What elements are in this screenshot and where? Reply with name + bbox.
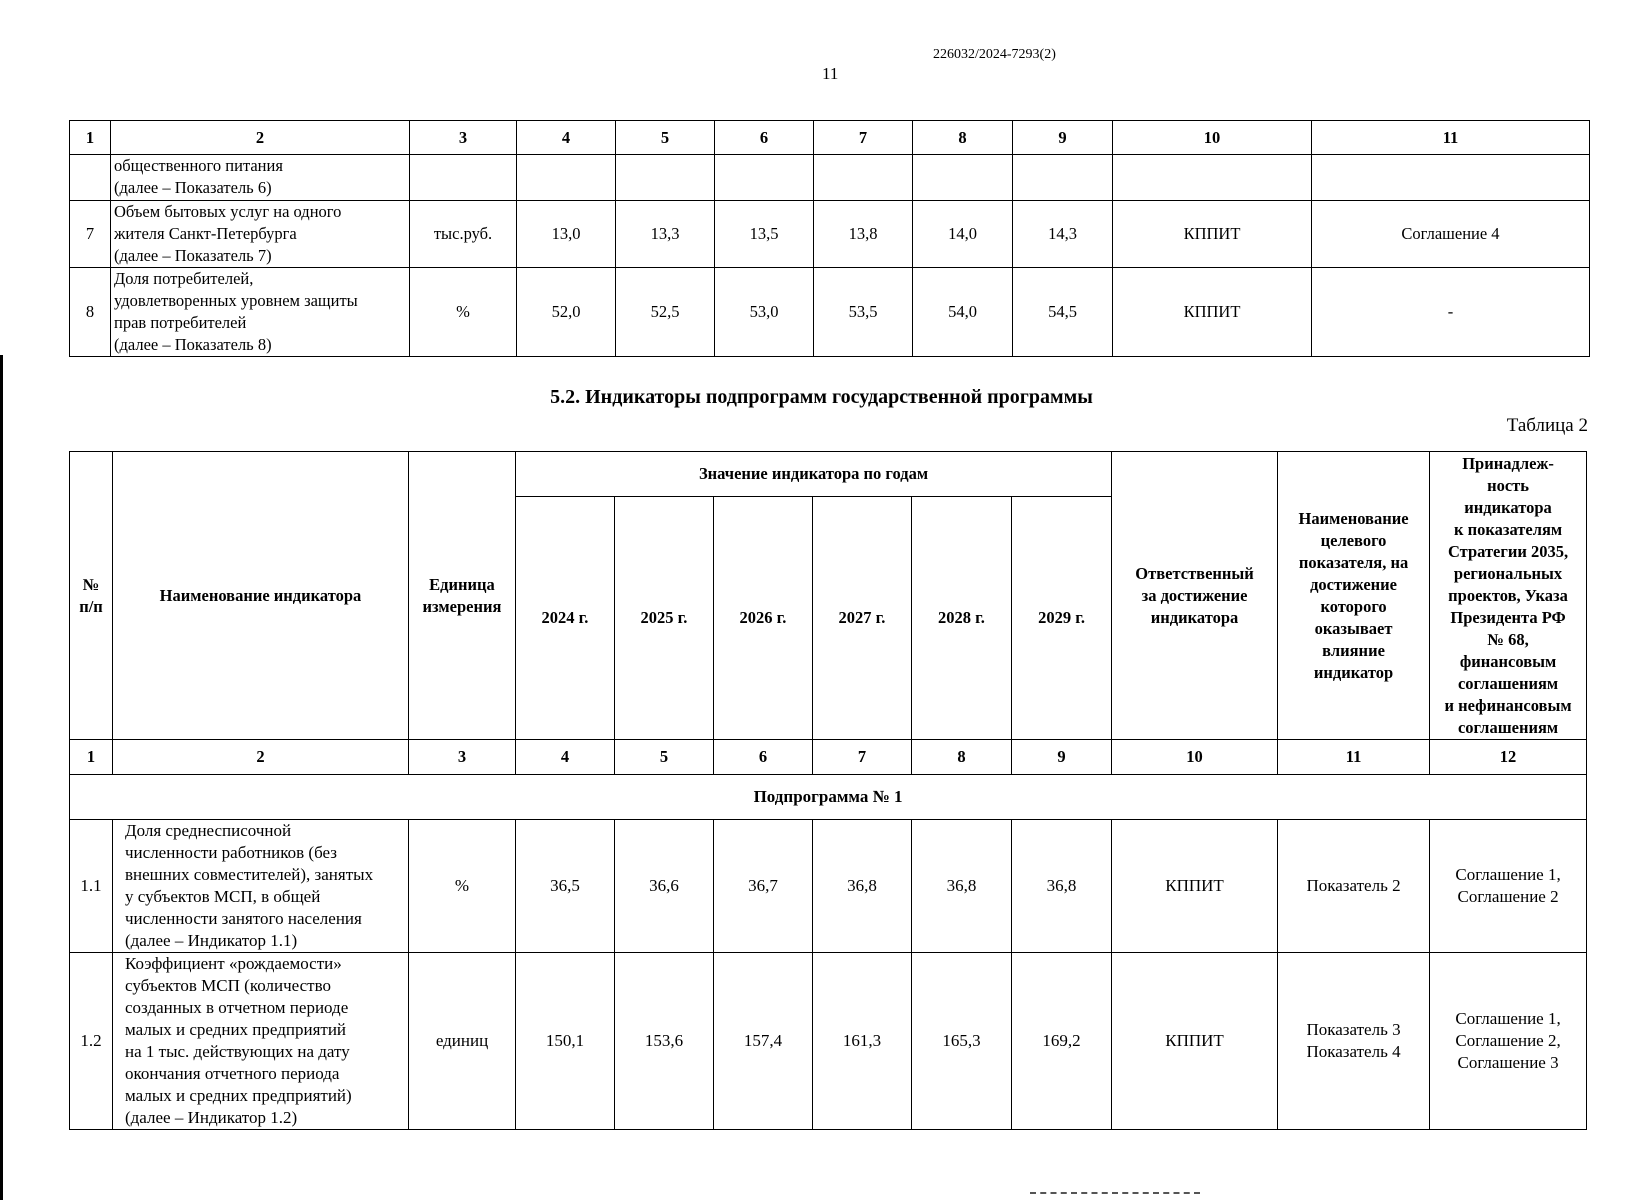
header-line: и нефинансовым [1444, 695, 1572, 715]
column-number: 5 [615, 740, 714, 775]
subprogram-row [70, 775, 1587, 820]
unit-cell: % [409, 820, 516, 953]
column-number: 8 [912, 740, 1012, 775]
header-line: Стратегии 2035, [1447, 541, 1569, 561]
column-number: 12 [1430, 740, 1587, 775]
value-cell [715, 155, 814, 201]
section-heading: 5.2. Индикаторы подпрограмм государственной программы [550, 386, 1093, 408]
column-number: 9 [1013, 121, 1113, 155]
name-line: субъектов МСП (количество [125, 976, 331, 995]
column-number: 11 [1312, 121, 1590, 155]
value-cell: 54,5 [1013, 268, 1113, 357]
belonging-line: Соглашение 1, [1455, 865, 1561, 884]
subprogram-title: Подпрограмма № 1 [70, 775, 1587, 820]
value-cell: 13,0 [517, 201, 616, 268]
name-line: (далее – Показатель 8) [114, 335, 272, 354]
value-cell: 153,6 [615, 953, 714, 1130]
value-cell: 36,7 [714, 820, 813, 953]
responsible-cell: КППИТ [1112, 820, 1278, 953]
indicator-name [113, 953, 409, 1130]
header-line: Ответственный [1135, 563, 1254, 583]
row-number: 1.2 [70, 953, 113, 1130]
header-line: п/п [79, 596, 103, 616]
column-number: 5 [616, 121, 715, 155]
header-line: Единица [429, 574, 495, 594]
header-year: 2026 г. [714, 497, 813, 740]
header-line: № [82, 574, 100, 594]
column-number: 2 [111, 121, 410, 155]
column-number: 9 [1012, 740, 1112, 775]
header-line: показателя, на [1298, 552, 1409, 572]
indicator-name [111, 268, 410, 357]
header-line: финансовым [1459, 651, 1557, 671]
target-cell [1278, 953, 1430, 1130]
value-cell: 14,3 [1013, 201, 1113, 268]
header-line: региональных [1453, 563, 1563, 583]
column-number: 4 [516, 740, 615, 775]
unit-cell [410, 155, 517, 201]
name-line: внешних совместителей), занятых [125, 865, 374, 884]
value-cell: 54,0 [913, 268, 1013, 357]
column-number: 4 [517, 121, 616, 155]
value-cell: 14,0 [913, 201, 1013, 268]
column-number: 1 [70, 740, 113, 775]
name-line: численности занятого населения [125, 909, 362, 928]
column-number: 7 [814, 121, 913, 155]
name-line: жителя Санкт-Петербурга [114, 224, 297, 243]
header-line: оказывает [1314, 618, 1393, 638]
value-cell: 13,3 [616, 201, 715, 268]
agreement-cell: Соглашение 4 [1312, 201, 1590, 268]
header-line: ность [1487, 475, 1529, 495]
header-line: к показателям [1453, 519, 1563, 539]
value-cell: 13,5 [715, 201, 814, 268]
value-cell: 53,0 [715, 268, 814, 357]
unit-cell: тыс.руб. [410, 201, 517, 268]
header-line: которого [1320, 596, 1387, 616]
name-line: (далее – Показатель 6) [114, 178, 272, 197]
belonging-line: Соглашение 1, [1455, 1009, 1561, 1028]
header-line: за достижение [1141, 585, 1248, 605]
column-number-row [70, 121, 1590, 155]
belonging-line: Соглашение 2, [1455, 1031, 1561, 1050]
value-cell: 150,1 [516, 953, 615, 1130]
header-year: 2028 г. [912, 497, 1012, 740]
header-line: измерения [422, 596, 502, 616]
name-line: созданных в отчетном периоде [125, 998, 349, 1017]
header-line: достижение [1310, 574, 1398, 594]
name-line: малых и средних предприятий [125, 1020, 347, 1039]
name-line: Объем бытовых услуг на одного [114, 202, 342, 221]
table-row [70, 155, 1590, 201]
header-line: индикатора [1150, 607, 1239, 627]
name-line: удовлетворенных уровнем защиты [114, 291, 358, 310]
value-cell [913, 155, 1013, 201]
value-cell: 157,4 [714, 953, 813, 1130]
table-row [70, 201, 1590, 268]
target-line: Показатель 4 [1306, 1042, 1401, 1061]
value-cell: 36,6 [615, 820, 714, 953]
column-number: 2 [113, 740, 409, 775]
responsible-cell: КППИТ [1112, 953, 1278, 1130]
table-row [70, 268, 1590, 357]
column-number: 10 [1112, 740, 1278, 775]
indicators-continuation-table [69, 120, 1590, 357]
value-cell: 52,0 [517, 268, 616, 357]
value-cell: 13,8 [814, 201, 913, 268]
unit-cell: % [410, 268, 517, 357]
name-line: прав потребителей [114, 313, 247, 332]
value-cell [616, 155, 715, 201]
target-cell [1278, 820, 1430, 953]
document-registration-number: 226032/2024-7293(2) [933, 47, 1056, 62]
name-line: окончания отчетного периода [125, 1064, 340, 1083]
name-line: численности работников (без [125, 843, 337, 862]
header-row [70, 452, 1587, 497]
value-cell: 36,8 [1012, 820, 1112, 953]
name-line: малых и средних предприятий) [125, 1086, 352, 1105]
column-number: 3 [409, 740, 516, 775]
belonging-line: Соглашение 3 [1457, 1053, 1559, 1072]
name-line: (далее – Индикатор 1.2) [125, 1108, 298, 1127]
column-number: 1 [70, 121, 111, 155]
header-line: Наименование [1298, 508, 1409, 528]
indicator-name [111, 155, 410, 201]
name-line: Доля потребителей, [114, 269, 254, 288]
value-cell [1013, 155, 1113, 201]
belonging-cell [1430, 953, 1587, 1130]
value-cell: 36,8 [813, 820, 912, 953]
scan-edge-line [0, 355, 3, 1200]
value-cell: 169,2 [1012, 953, 1112, 1130]
value-cell: 165,3 [912, 953, 1012, 1130]
column-number: 11 [1278, 740, 1430, 775]
table-row [70, 953, 1587, 1130]
header-line: Президента РФ [1450, 607, 1566, 627]
value-cell: 161,3 [813, 953, 912, 1130]
name-line: на 1 тыс. действующих на дату [125, 1042, 350, 1061]
header-target-indicator [1278, 452, 1430, 740]
table-row [70, 820, 1587, 953]
responsible-cell: КППИТ [1113, 268, 1312, 357]
responsible-cell: КППИТ [1113, 201, 1312, 268]
name-line: у субъектов МСП, в общей [125, 887, 321, 906]
header-line: индикатор [1313, 662, 1394, 682]
agreement-cell [1312, 155, 1590, 201]
subprogram-indicators-table [69, 451, 1587, 1130]
belonging-cell [1430, 820, 1587, 953]
row-number: 8 [70, 268, 111, 357]
target-line: Показатель 3 [1306, 1020, 1401, 1039]
column-number: 10 [1113, 121, 1312, 155]
column-number: 3 [410, 121, 517, 155]
column-number: 6 [714, 740, 813, 775]
row-number: 7 [70, 201, 111, 268]
header-unit [409, 452, 516, 740]
row-number [70, 155, 111, 201]
belonging-line: Соглашение 2 [1457, 887, 1559, 906]
column-number: 6 [715, 121, 814, 155]
column-number-row [70, 740, 1587, 775]
header-values-by-year: Значение индикатора по годам [516, 452, 1112, 497]
scan-artifact-line [1030, 1192, 1200, 1197]
name-line: общественного питания [114, 156, 283, 175]
header-line: целевого [1320, 530, 1387, 550]
header-year: 2027 г. [813, 497, 912, 740]
column-number: 8 [913, 121, 1013, 155]
responsible-cell [1113, 155, 1312, 201]
agreement-cell: - [1312, 268, 1590, 357]
header-belonging [1430, 452, 1587, 740]
header-num [70, 452, 113, 740]
header-year: 2024 г. [516, 497, 615, 740]
indicator-name [113, 820, 409, 953]
value-cell [517, 155, 616, 201]
name-line: (далее – Показатель 7) [114, 246, 272, 265]
name-line: (далее – Индикатор 1.1) [125, 931, 298, 950]
unit-cell: единиц [409, 953, 516, 1130]
table-caption: Таблица 2 [1506, 415, 1588, 436]
value-cell: 53,5 [814, 268, 913, 357]
value-cell: 36,8 [912, 820, 1012, 953]
header-line: проектов, Указа [1448, 585, 1568, 605]
row-number: 1.1 [70, 820, 113, 953]
header-responsible [1112, 452, 1278, 740]
header-line: соглашениям [1457, 717, 1559, 737]
header-year: 2029 г. [1012, 497, 1112, 740]
header-line: Принадлеж- [1462, 453, 1554, 473]
header-year: 2025 г. [615, 497, 714, 740]
value-cell [814, 155, 913, 201]
name-line: Доля среднесписочной [125, 821, 292, 840]
header-line: соглашениям [1457, 673, 1559, 693]
header-indicator-name: Наименование индикатора [113, 452, 409, 740]
header-line: влияние [1322, 640, 1385, 660]
page-number: 11 [822, 64, 839, 83]
value-cell: 36,5 [516, 820, 615, 953]
header-line: № 68, [1487, 629, 1529, 649]
header-line: индикатора [1464, 497, 1552, 517]
value-cell: 52,5 [616, 268, 715, 357]
target-line: Показатель 2 [1306, 876, 1401, 895]
column-number: 7 [813, 740, 912, 775]
name-line: Коэффициент «рождаемости» [125, 954, 342, 973]
indicator-name [111, 201, 410, 268]
